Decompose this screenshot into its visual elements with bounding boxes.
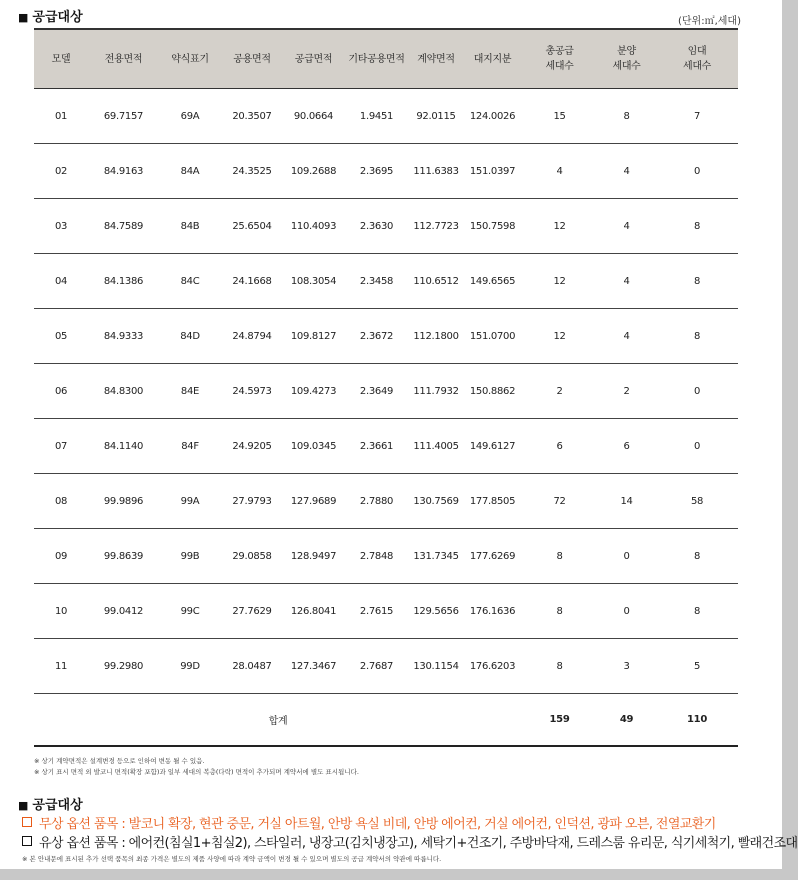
table-cell: 124.0026 bbox=[463, 89, 522, 144]
table-cell: 25.6504 bbox=[221, 199, 283, 254]
table-cell: 1.9451 bbox=[344, 89, 409, 144]
table-cell: 12 bbox=[522, 199, 597, 254]
total-cell: 159 bbox=[522, 694, 597, 747]
table-cell: 4 bbox=[597, 309, 656, 364]
table-cell: 127.3467 bbox=[283, 639, 344, 694]
section-title bbox=[18, 6, 83, 25]
paid-options-text: 유상 옵션 품목 : 에어컨(침실1+침실2), 스타일러, 냉장고(김치냉장고), 세탁기+건조기, 주방바닥재, 드레스룸 유리문, 식기세척기, 빨래건조대 bbox=[39, 836, 798, 851]
table-cell: 4 bbox=[597, 199, 656, 254]
table-cell: 4 bbox=[597, 144, 656, 199]
table-cell: 20.3507 bbox=[221, 89, 283, 144]
table-cell: 84.7589 bbox=[88, 199, 159, 254]
table-cell: 151.0700 bbox=[463, 309, 522, 364]
table-cell: 84C bbox=[159, 254, 221, 309]
table-cell: 127.9689 bbox=[283, 474, 344, 529]
table-cell: 109.2688 bbox=[283, 144, 344, 199]
table-cell: 8 bbox=[656, 529, 738, 584]
column-header: 대지지분 bbox=[463, 29, 522, 89]
column-header: 모델 bbox=[34, 29, 88, 89]
table-cell: 10 bbox=[34, 584, 88, 639]
table-row bbox=[34, 419, 738, 474]
options-title-text: 공급대상 bbox=[32, 798, 83, 813]
column-header: 총공급 세대수 bbox=[522, 29, 597, 89]
table-row bbox=[34, 474, 738, 529]
table-cell: 99B bbox=[159, 529, 221, 584]
table-row bbox=[34, 144, 738, 199]
table-cell: 8 bbox=[656, 584, 738, 639]
table-cell: 84A bbox=[159, 144, 221, 199]
table-cell: 129.5656 bbox=[409, 584, 463, 639]
table-cell: 112.1800 bbox=[409, 309, 463, 364]
table-cell: 0 bbox=[656, 144, 738, 199]
table-cell: 2.7880 bbox=[344, 474, 409, 529]
table-cell: 24.9205 bbox=[221, 419, 283, 474]
table-cell: 177.6269 bbox=[463, 529, 522, 584]
table-cell: 7 bbox=[656, 89, 738, 144]
table-notes bbox=[34, 756, 359, 778]
free-options-line bbox=[22, 813, 716, 832]
table-cell: 108.3054 bbox=[283, 254, 344, 309]
table-cell: 131.7345 bbox=[409, 529, 463, 584]
table-cell: 4 bbox=[597, 254, 656, 309]
table-cell: 2 bbox=[597, 364, 656, 419]
table-cell: 05 bbox=[34, 309, 88, 364]
table-cell: 69.7157 bbox=[88, 89, 159, 144]
table-cell: 08 bbox=[34, 474, 88, 529]
table-cell: 28.0487 bbox=[221, 639, 283, 694]
note-line: ※ 상기 계약면적은 설계변경 등으로 인하여 변동 될 수 있음. bbox=[34, 757, 205, 765]
table-cell: 24.3525 bbox=[221, 144, 283, 199]
total-cell: 110 bbox=[656, 694, 738, 747]
checkbox-square-icon bbox=[22, 836, 32, 846]
table-cell: 04 bbox=[34, 254, 88, 309]
table-cell: 4 bbox=[522, 144, 597, 199]
table-cell: 84B bbox=[159, 199, 221, 254]
table-cell: 109.8127 bbox=[283, 309, 344, 364]
paid-options-line bbox=[22, 832, 797, 851]
table-cell: 111.4005 bbox=[409, 419, 463, 474]
table-cell: 8 bbox=[656, 199, 738, 254]
table-cell: 24.1668 bbox=[221, 254, 283, 309]
table-cell: 126.8041 bbox=[283, 584, 344, 639]
table-cell: 69A bbox=[159, 89, 221, 144]
table-row bbox=[34, 639, 738, 694]
table-cell: 14 bbox=[597, 474, 656, 529]
table-cell: 150.8862 bbox=[463, 364, 522, 419]
table-cell: 84.9333 bbox=[88, 309, 159, 364]
table-cell: 2.7848 bbox=[344, 529, 409, 584]
unit-label: (단위:㎡,세대) bbox=[678, 16, 741, 27]
table-cell: 27.9793 bbox=[221, 474, 283, 529]
table-cell: 2.3661 bbox=[344, 419, 409, 474]
table-cell: 110.4093 bbox=[283, 199, 344, 254]
square-bullet-icon: ■ bbox=[18, 799, 29, 812]
table-cell: 8 bbox=[522, 639, 597, 694]
table-cell: 84.1386 bbox=[88, 254, 159, 309]
table-cell: 27.7629 bbox=[221, 584, 283, 639]
table-cell: 24.8794 bbox=[221, 309, 283, 364]
table-cell: 84D bbox=[159, 309, 221, 364]
table-cell: 8 bbox=[656, 254, 738, 309]
table-cell: 0 bbox=[656, 364, 738, 419]
table-cell: 84E bbox=[159, 364, 221, 419]
table-cell: 01 bbox=[34, 89, 88, 144]
table-cell: 177.8505 bbox=[463, 474, 522, 529]
table-cell: 06 bbox=[34, 364, 88, 419]
table-cell: 5 bbox=[656, 639, 738, 694]
table-cell: 151.0397 bbox=[463, 144, 522, 199]
table-cell: 09 bbox=[34, 529, 88, 584]
table-row bbox=[34, 584, 738, 639]
table-cell: 12 bbox=[522, 309, 597, 364]
table-cell: 15 bbox=[522, 89, 597, 144]
table-cell: 2.3458 bbox=[344, 254, 409, 309]
table-cell: 2 bbox=[522, 364, 597, 419]
section-title-text: 공급대상 bbox=[32, 10, 83, 25]
table-cell: 111.6383 bbox=[409, 144, 463, 199]
column-header: 임대 세대수 bbox=[656, 29, 738, 89]
total-cell: 49 bbox=[597, 694, 656, 747]
table-cell: 03 bbox=[34, 199, 88, 254]
table-row bbox=[34, 254, 738, 309]
table-cell: 110.6512 bbox=[409, 254, 463, 309]
table-cell: 2.3695 bbox=[344, 144, 409, 199]
table-cell: 07 bbox=[34, 419, 88, 474]
table-cell: 176.6203 bbox=[463, 639, 522, 694]
table-row bbox=[34, 309, 738, 364]
options-footnote: ※ 본 안내문에 표시된 추가 선택 품목의 최종 가격은 별도의 제품 사양에 따라 계약 금액이 변경 될 수 있으며 별도의 공급 계약서의 약관에 따릅니다. bbox=[22, 855, 442, 863]
table-cell: 8 bbox=[522, 529, 597, 584]
table-cell: 58 bbox=[656, 474, 738, 529]
table-row bbox=[34, 89, 738, 144]
table-cell: 2.3630 bbox=[344, 199, 409, 254]
column-header: 분양 세대수 bbox=[597, 29, 656, 89]
table-cell: 8 bbox=[656, 309, 738, 364]
column-header: 기타공용면적 bbox=[344, 29, 409, 89]
table-cell: 2.3649 bbox=[344, 364, 409, 419]
table-cell: 92.0115 bbox=[409, 89, 463, 144]
table-row bbox=[34, 529, 738, 584]
table-cell: 112.7723 bbox=[409, 199, 463, 254]
total-label: 합계 bbox=[34, 694, 522, 747]
free-options-text: 무상 옵션 품목 : 발코니 확장, 현관 중문, 거실 아트월, 안방 욕실 비데, 안방 에어컨, 거실 에어컨, 인덕션, 광파 오븐, 전열교환기 bbox=[39, 817, 716, 832]
options-title bbox=[18, 794, 83, 813]
table-cell: 6 bbox=[522, 419, 597, 474]
table-cell: 84F bbox=[159, 419, 221, 474]
table-cell: 11 bbox=[34, 639, 88, 694]
square-bullet-icon: ■ bbox=[18, 11, 29, 24]
table-cell: 130.1154 bbox=[409, 639, 463, 694]
table-cell: 99C bbox=[159, 584, 221, 639]
table-cell: 99.2980 bbox=[88, 639, 159, 694]
column-header: 공급면적 bbox=[283, 29, 344, 89]
table-cell: 2.3672 bbox=[344, 309, 409, 364]
table-cell: 8 bbox=[597, 89, 656, 144]
table-cell: 3 bbox=[597, 639, 656, 694]
table-cell: 99D bbox=[159, 639, 221, 694]
table-cell: 111.7932 bbox=[409, 364, 463, 419]
table-cell: 99.8639 bbox=[88, 529, 159, 584]
table-cell: 130.7569 bbox=[409, 474, 463, 529]
table-row bbox=[34, 199, 738, 254]
table-cell: 2.7615 bbox=[344, 584, 409, 639]
table-cell: 150.7598 bbox=[463, 199, 522, 254]
table-cell: 99.9896 bbox=[88, 474, 159, 529]
table-cell: 128.9497 bbox=[283, 529, 344, 584]
table-cell: 149.6127 bbox=[463, 419, 522, 474]
table-cell: 149.6565 bbox=[463, 254, 522, 309]
supply-table bbox=[34, 28, 738, 747]
table-cell: 72 bbox=[522, 474, 597, 529]
table-cell: 0 bbox=[597, 584, 656, 639]
column-header: 약식표기 bbox=[159, 29, 221, 89]
note-line: ※ 상기 표시 면적 외 발코니 면적(확장 포함)과 일부 세대의 복층(다락) 면적이 추가되며 계약서에 별도 표시됩니다. bbox=[34, 768, 359, 776]
table-body bbox=[34, 89, 738, 747]
column-header: 계약면적 bbox=[409, 29, 463, 89]
table-cell: 0 bbox=[656, 419, 738, 474]
table-cell: 84.9163 bbox=[88, 144, 159, 199]
table-cell: 84.8300 bbox=[88, 364, 159, 419]
table-row bbox=[34, 364, 738, 419]
table-cell: 2.7687 bbox=[344, 639, 409, 694]
table-cell: 109.4273 bbox=[283, 364, 344, 419]
table-cell: 99.0412 bbox=[88, 584, 159, 639]
checkbox-square-icon bbox=[22, 817, 32, 827]
column-header: 전용면적 bbox=[88, 29, 159, 89]
table-cell: 02 bbox=[34, 144, 88, 199]
table-cell: 12 bbox=[522, 254, 597, 309]
table-cell: 90.0664 bbox=[283, 89, 344, 144]
total-row bbox=[34, 694, 738, 747]
table-cell: 24.5973 bbox=[221, 364, 283, 419]
table-cell: 109.0345 bbox=[283, 419, 344, 474]
table-cell: 6 bbox=[597, 419, 656, 474]
table-cell: 84.1140 bbox=[88, 419, 159, 474]
column-header: 공용면적 bbox=[221, 29, 283, 89]
table-header-row bbox=[34, 29, 738, 89]
table-cell: 29.0858 bbox=[221, 529, 283, 584]
table-cell: 99A bbox=[159, 474, 221, 529]
table-cell: 0 bbox=[597, 529, 656, 584]
table-cell: 176.1636 bbox=[463, 584, 522, 639]
table-cell: 8 bbox=[522, 584, 597, 639]
